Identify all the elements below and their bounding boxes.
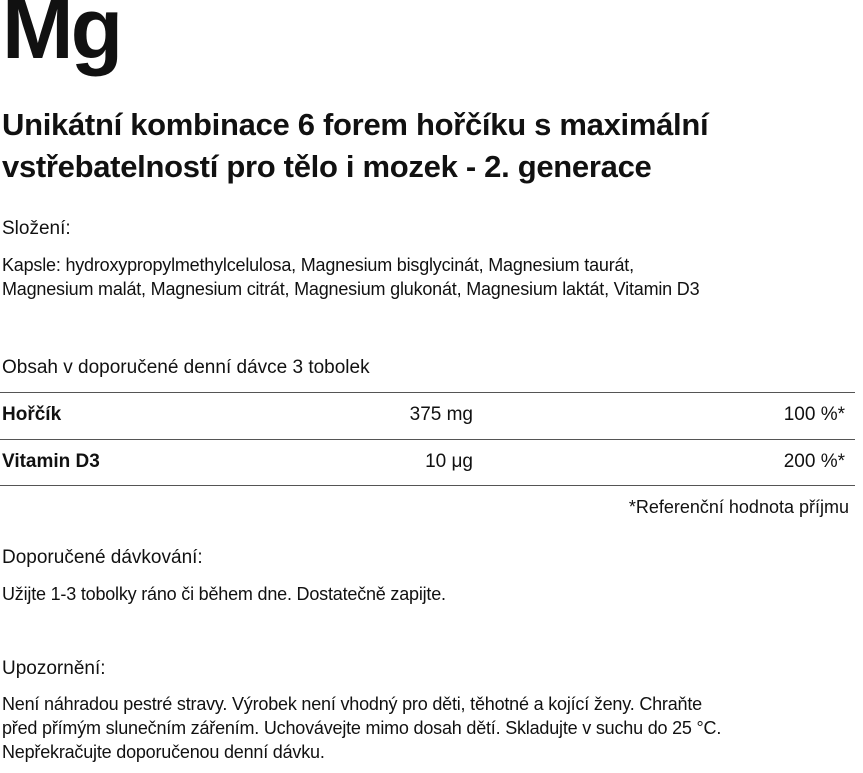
nutrient-name: Hořčík xyxy=(2,404,62,425)
headline-line: vstřebatelností pro tělo i mozek - 2. generace xyxy=(2,149,652,184)
warning-line: Není náhradou pestré stravy. Výrobek není vhodný pro děti, těhotné a kojící ženy. Chraňte xyxy=(2,694,702,714)
dosage-line: Užijte 1-3 tobolky ráno či během dne. Dostatečně zapijte. xyxy=(2,584,446,604)
nutrient-amount: 375 mg xyxy=(409,404,473,425)
warning-text xyxy=(2,692,860,764)
composition-text xyxy=(2,253,860,301)
dosage-label: Doporučené dávkování: xyxy=(2,547,203,568)
headline-line: Unikátní kombinace 6 forem hořčíku s maximální xyxy=(2,107,709,142)
element-symbol: Mg xyxy=(2,0,121,77)
reference-footnote: *Referenční hodnota příjmu xyxy=(628,497,849,517)
nutrient-name: Vitamin D3 xyxy=(2,451,100,472)
warning-label: Upozornění: xyxy=(2,658,106,679)
table-row xyxy=(0,393,855,438)
nutrient-percent: 200 %* xyxy=(783,451,845,472)
nutrient-percent: 100 %* xyxy=(783,404,845,425)
composition-line: Magnesium malát, Magnesium citrát, Magnesium glukonát, Magnesium laktát, Vitamin D3 xyxy=(2,279,700,299)
composition-line: Kapsle: hydroxypropylmethylcelulosa, Magnesium bisglycinát, Magnesium taurát, xyxy=(2,255,634,275)
warning-line: Nepřekračujte doporučenou denní dávku. xyxy=(2,742,325,762)
table-divider xyxy=(0,485,855,486)
product-headline xyxy=(2,104,852,188)
dosage-text xyxy=(2,582,860,606)
table-row xyxy=(0,440,855,485)
nutrient-amount: 10 μg xyxy=(425,451,473,472)
warning-line: před přímým slunečním zářením. Uchovávejte mimo dosah dětí. Skladujte v suchu do 25 °C. xyxy=(2,718,722,738)
table-title: Obsah v doporučené denní dávce 3 tobolek xyxy=(2,357,370,378)
composition-label: Složení: xyxy=(2,218,71,239)
